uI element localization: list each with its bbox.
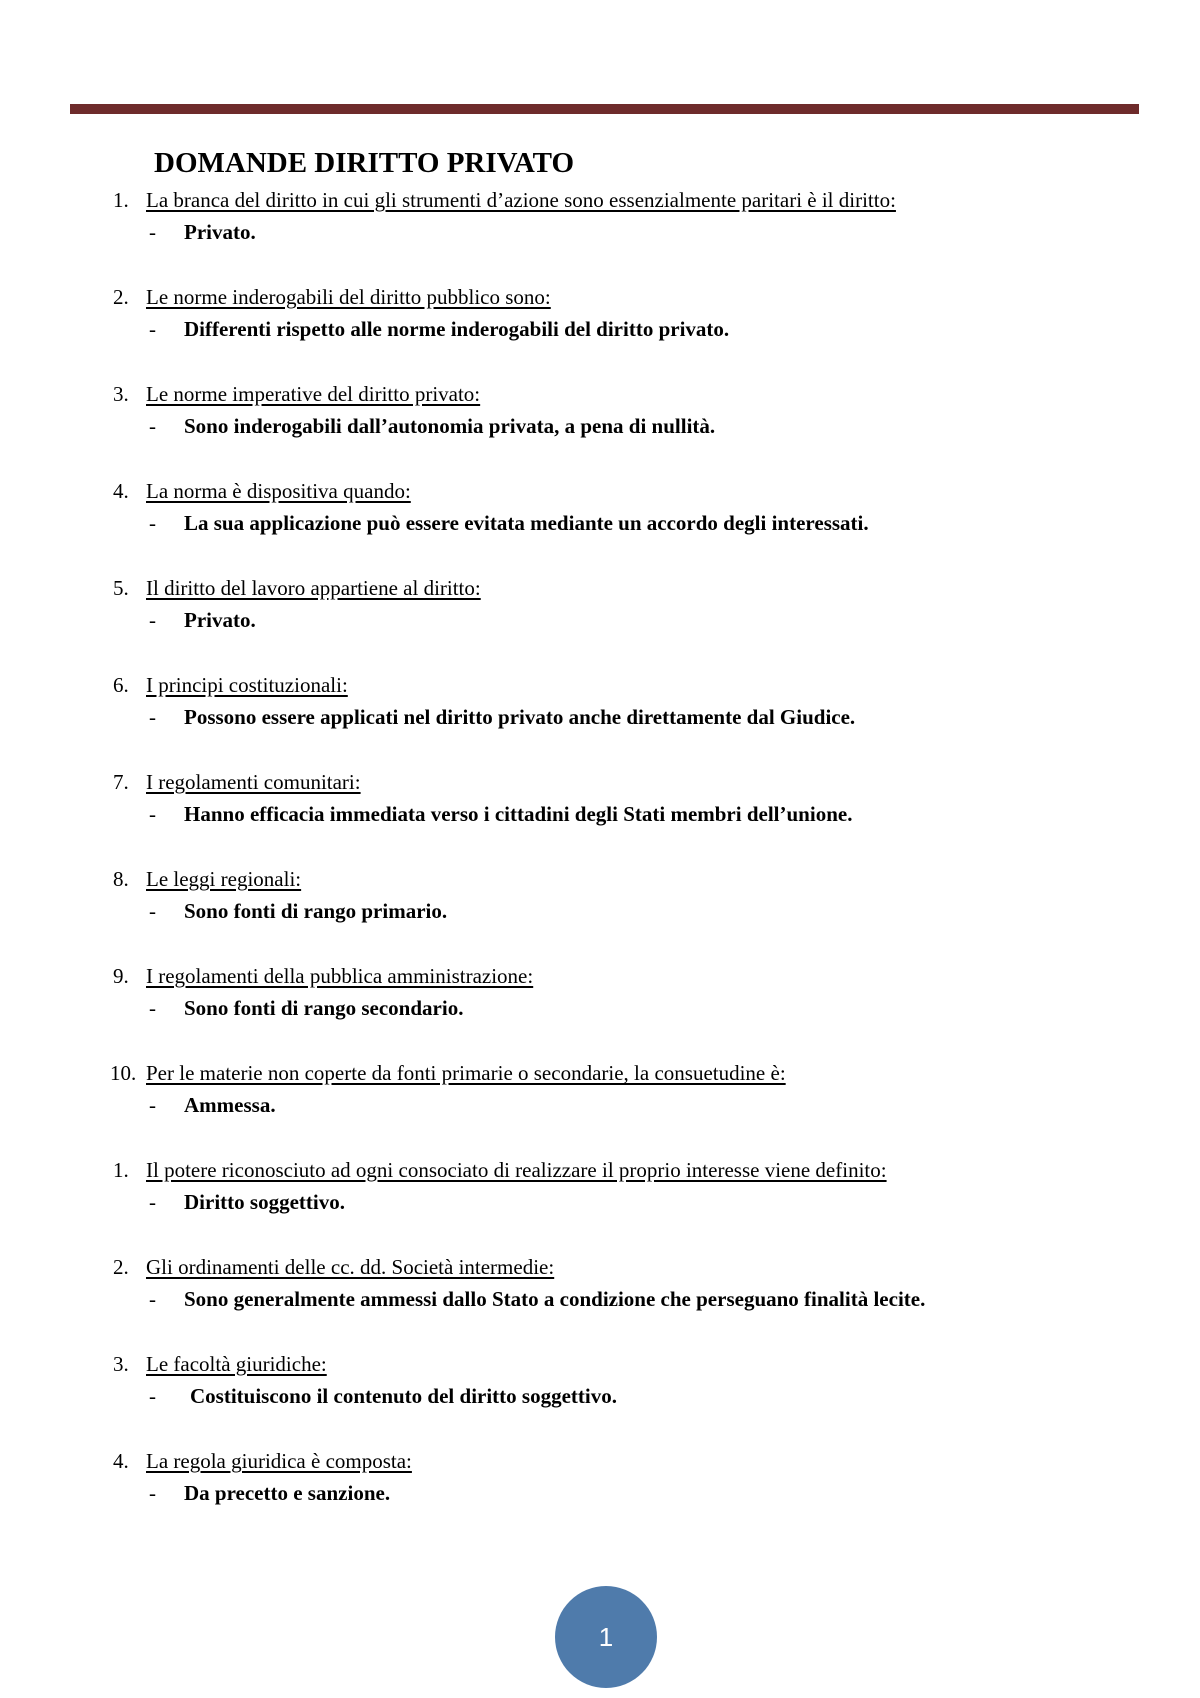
question-line: [0, 960, 1200, 992]
question-item: [0, 669, 1200, 766]
question-item: [0, 184, 1200, 281]
answer-marker: -: [149, 1093, 156, 1117]
question-line: [0, 1057, 1200, 1089]
answer-text: La sua applicazione può essere evitata mediante un accordo degli interessati.: [184, 511, 869, 535]
answer-line: [0, 798, 1200, 830]
question-line: [0, 669, 1200, 701]
question-text: I regolamenti della pubblica amministrazione:: [146, 964, 534, 988]
question-text: La norma è dispositiva quando:: [146, 479, 411, 503]
question-item: [0, 960, 1200, 1057]
question-line: [0, 281, 1200, 313]
question-number: 10.: [110, 1061, 137, 1085]
question-item: [0, 378, 1200, 475]
answer-marker: -: [149, 1190, 156, 1214]
answer-text: Sono fonti di rango primario.: [184, 899, 448, 923]
question-number: 1.: [113, 1158, 129, 1182]
answer-text: Costituiscono il contenuto del diritto soggettivo.: [190, 1384, 617, 1408]
answer-marker: -: [149, 608, 156, 632]
question-item: [0, 475, 1200, 572]
question-line: [0, 766, 1200, 798]
answer-text: Differenti rispetto alle norme inderogabili del diritto privato.: [184, 317, 730, 341]
question-line: [0, 184, 1200, 216]
question-number: 9.: [113, 964, 129, 988]
question-text: Le norme imperative del diritto privato:: [146, 382, 481, 406]
question-number: 2.: [113, 285, 129, 309]
answer-marker: -: [149, 317, 156, 341]
question-line: [0, 863, 1200, 895]
question-text: La branca del diritto in cui gli strumenti d’azione sono essenzialmente paritari è il diritto:: [146, 188, 896, 212]
question-line: [0, 475, 1200, 507]
answer-marker: -: [149, 899, 156, 923]
question-number: 1.: [113, 188, 129, 212]
question-number: 6.: [113, 673, 129, 697]
answer-marker: -: [149, 1384, 156, 1408]
question-item: [0, 1348, 1200, 1445]
page-number: 1: [598, 1622, 614, 1652]
answer-line: [0, 1283, 1200, 1315]
question-item: [0, 1154, 1200, 1251]
question-number: 7.: [113, 770, 129, 794]
question-line: [0, 1154, 1200, 1186]
question-line: [0, 1251, 1200, 1283]
answer-line: [0, 507, 1200, 539]
answer-marker: -: [149, 802, 156, 826]
question-text: La regola giuridica è composta:: [146, 1449, 412, 1473]
question-item: [0, 766, 1200, 863]
question-item: [0, 1251, 1200, 1348]
question-text: Per le materie non coperte da fonti primarie o secondarie, la consuetudine è:: [146, 1061, 786, 1085]
answer-text: Sono fonti di rango secondario.: [184, 996, 464, 1020]
answer-line: [0, 992, 1200, 1024]
question-number: 4.: [113, 1449, 129, 1473]
answer-marker: -: [149, 996, 156, 1020]
question-text: Le leggi regionali:: [146, 867, 302, 891]
question-number: 8.: [113, 867, 129, 891]
answer-line: [0, 1380, 1200, 1412]
answer-marker: -: [149, 220, 156, 244]
answer-text: Privato.: [184, 608, 256, 632]
answer-line: [0, 701, 1200, 733]
answer-text: Ammessa.: [184, 1093, 276, 1117]
question-number: 2.: [113, 1255, 129, 1279]
answer-text: Sono generalmente ammessi dallo Stato a condizione che perseguano finalità lecite.: [184, 1287, 926, 1311]
answer-line: [0, 895, 1200, 927]
answer-line: [0, 1186, 1200, 1218]
answer-line: [0, 410, 1200, 442]
question-item: [0, 1445, 1200, 1542]
answer-text: Sono inderogabili dall’autonomia privata, a pena di nullità.: [184, 414, 716, 438]
question-number: 3.: [113, 382, 129, 406]
question-number: 5.: [113, 576, 129, 600]
answer-line: [0, 216, 1200, 248]
question-list: [0, 184, 1200, 1542]
question-text: Gli ordinamenti delle cc. dd. Società intermedie:: [146, 1255, 555, 1279]
answer-line: [0, 604, 1200, 636]
question-number: 3.: [113, 1352, 129, 1376]
question-line: [0, 378, 1200, 410]
answer-marker: -: [149, 511, 156, 535]
question-item: [0, 572, 1200, 669]
header-rule: [70, 104, 1139, 114]
question-text: Il potere riconosciuto ad ogni consociato di realizzare il proprio interesse viene definito:: [146, 1158, 887, 1182]
question-text: Le facoltà giuridiche:: [146, 1352, 327, 1376]
question-text: Il diritto del lavoro appartiene al diritto:: [146, 576, 481, 600]
question-item: [0, 281, 1200, 378]
document-title: DOMANDE DIRITTO PRIVATO: [154, 147, 575, 179]
page-number-badge: [555, 1586, 657, 1688]
question-item: [0, 1057, 1200, 1154]
answer-text: Diritto soggettivo.: [184, 1190, 345, 1214]
answer-marker: -: [149, 705, 156, 729]
answer-marker: -: [149, 1287, 156, 1311]
answer-text: Privato.: [184, 220, 256, 244]
question-line: [0, 1348, 1200, 1380]
answer-text: Possono essere applicati nel diritto privato anche direttamente dal Giudice.: [184, 705, 856, 729]
answer-line: [0, 1089, 1200, 1121]
question-text: I regolamenti comunitari:: [146, 770, 361, 794]
answer-text: Hanno efficacia immediata verso i cittadini degli Stati membri dell’unione.: [184, 802, 853, 826]
answer-text: Da precetto e sanzione.: [184, 1481, 391, 1505]
question-item: [0, 863, 1200, 960]
question-line: [0, 1445, 1200, 1477]
answer-line: [0, 313, 1200, 345]
answer-line: [0, 1477, 1200, 1509]
question-line: [0, 572, 1200, 604]
question-text: I principi costituzionali:: [146, 673, 348, 697]
question-text: Le norme inderogabili del diritto pubblico sono:: [146, 285, 551, 309]
answer-marker: -: [149, 1481, 156, 1505]
answer-marker: -: [149, 414, 156, 438]
question-number: 4.: [113, 479, 129, 503]
